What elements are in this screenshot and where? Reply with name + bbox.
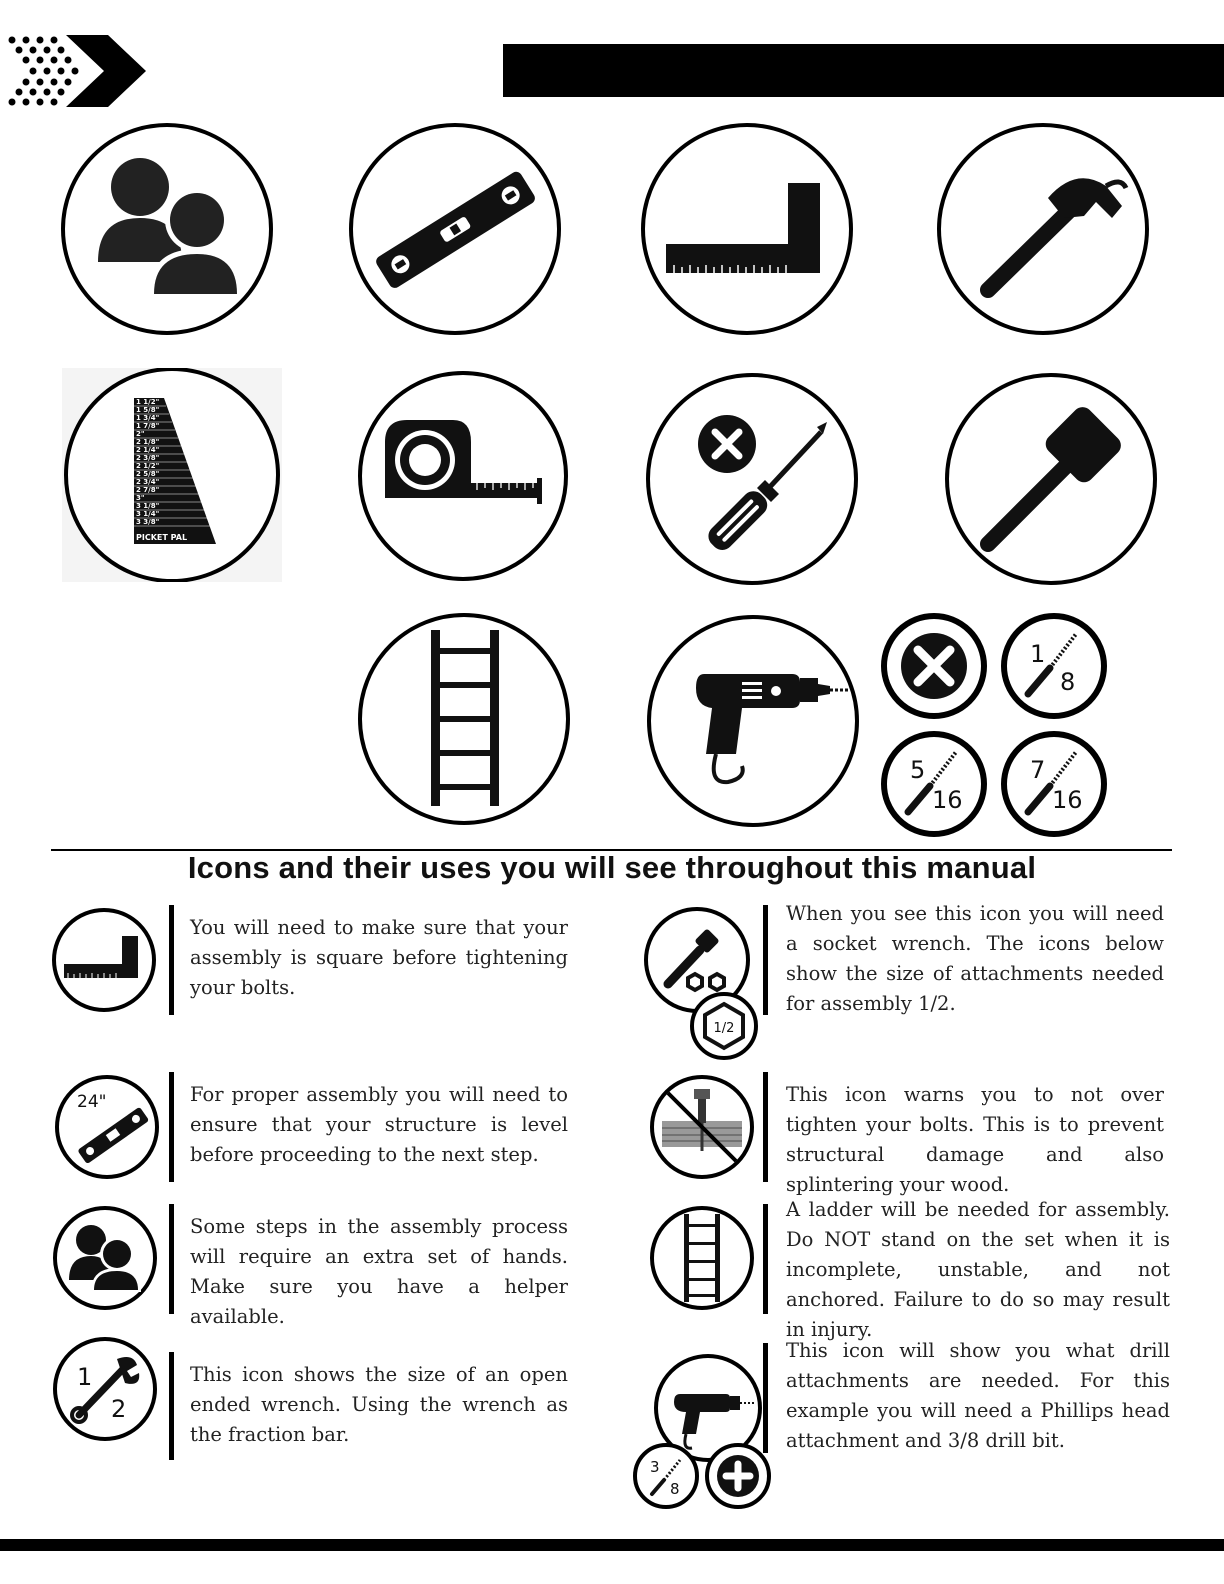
spacer-size-4: 2" (136, 430, 145, 438)
phillips-bit-icon (880, 612, 988, 720)
bit-3-denominator: 16 (1052, 786, 1083, 814)
spacer-size-3: 1 7/8" (136, 422, 160, 430)
legend-bar (169, 1072, 174, 1182)
drill-bit-5-16-icon (880, 730, 988, 838)
phillips-screwdriver-icon (645, 372, 859, 586)
overtighten-description: This icon warns you to not over tighten your bolts. This is to prevent structural damage and also splintering your wood. (786, 1083, 1164, 1196)
helpers-icon (60, 122, 274, 336)
drill-bit-denominator: 8 (670, 1480, 680, 1498)
helper-legend-icon (51, 1204, 159, 1312)
spacer-size-10: 2 3/4" (136, 478, 160, 486)
square-legend-icon (50, 906, 158, 1014)
ladder-icon (357, 612, 571, 826)
bit-1-denominator: 8 (1060, 668, 1076, 696)
square-description: You will need to make sure that your assembly is square before tightening your bolts. (190, 916, 568, 999)
spacer-brand: PICKET PAL (136, 533, 188, 542)
socket-description: When you see this icon you will need a socket wrench. The icons below show the size of attachments needed for assembly 1/2. (786, 902, 1164, 1015)
footer-bar (0, 1539, 1224, 1551)
spacer-size-7: 2 3/8" (136, 454, 160, 462)
helper-description: Some steps in the assembly process will require an extra set of hands. Make sure you have a helper available. (190, 1215, 568, 1328)
legend-bar (763, 1343, 768, 1453)
power-drill-icon (646, 614, 860, 828)
picket-pal-spacer-icon (62, 368, 282, 582)
legend-bar (169, 905, 174, 1015)
tape-measure-icon (357, 370, 569, 582)
legend-heading: Icons and their uses you will see throughout this manual (187, 850, 1037, 885)
bit-1-numerator: 1 (1030, 640, 1046, 668)
claw-hammer-icon (936, 122, 1150, 336)
legend-bar (763, 905, 768, 1015)
spacer-size-6: 2 1/4" (136, 446, 160, 454)
spacer-size-14: 3 1/4" (136, 510, 160, 518)
bit-3-numerator: 7 (1030, 756, 1046, 784)
spacer-size-0: 1 1/2" (136, 398, 160, 406)
legend-bar (763, 1204, 768, 1314)
spacer-size-12: 3" (136, 494, 145, 502)
spacer-size-5: 2 1/8" (136, 438, 160, 446)
bit-2-numerator: 5 (910, 756, 926, 784)
level-legend-icon (53, 1073, 161, 1181)
chevron-dots-logo (4, 32, 150, 110)
level-description: For proper assembly you will need to ensure that your structure is level before proceeding to the next step. (190, 1083, 568, 1166)
drill-description: This icon will show you what drill attachments are needed. For this example you will need a Phillips head attachment and 3/8 drill bit. (786, 1339, 1170, 1452)
wrench-denominator: 2 (111, 1395, 127, 1423)
open-wrench-legend-icon (51, 1335, 159, 1443)
legend-bar (169, 1204, 174, 1314)
ladder-legend-icon (648, 1204, 756, 1312)
spacer-size-9: 2 5/8" (136, 470, 160, 478)
spacer-size-1: 1 5/8" (136, 406, 160, 414)
mallet-icon (944, 372, 1158, 586)
spacer-size-15: 3 3/8" (136, 518, 160, 526)
legend-bar (763, 1072, 768, 1182)
spacer-size-13: 3 1/8" (136, 502, 160, 510)
no-over-tighten-icon (648, 1073, 756, 1181)
spacer-size-8: 2 1/2" (136, 462, 160, 470)
bit-2-denominator: 16 (932, 786, 963, 814)
level-icon (348, 122, 562, 336)
ladder-description: A ladder will be needed for assembly. Do NOT stand on the set when it is incomplete, unstable, and not anchored. Failure to do so may result in injury. (786, 1198, 1170, 1341)
wrench-description: This icon shows the size of an open ended wrench. Using the wrench as the fraction bar. (190, 1363, 568, 1446)
spacer-size-2: 1 3/4" (136, 414, 160, 422)
level-size-label: 24" (77, 1092, 107, 1112)
socket-size-label: 1/2 (713, 1021, 735, 1036)
drill-legend-icon (630, 1352, 776, 1512)
drill-bit-numerator: 3 (650, 1458, 660, 1476)
wrench-numerator: 1 (77, 1363, 93, 1391)
socket-wrench-legend-icon (642, 906, 762, 1062)
spacer-size-11: 2 7/8" (136, 486, 160, 494)
drill-bit-1-8-icon (1000, 612, 1108, 720)
legend-bar (169, 1352, 174, 1460)
carpenter-square-icon (640, 122, 854, 336)
header-title-bar (503, 44, 1224, 97)
drill-bit-7-16-icon (1000, 730, 1108, 838)
